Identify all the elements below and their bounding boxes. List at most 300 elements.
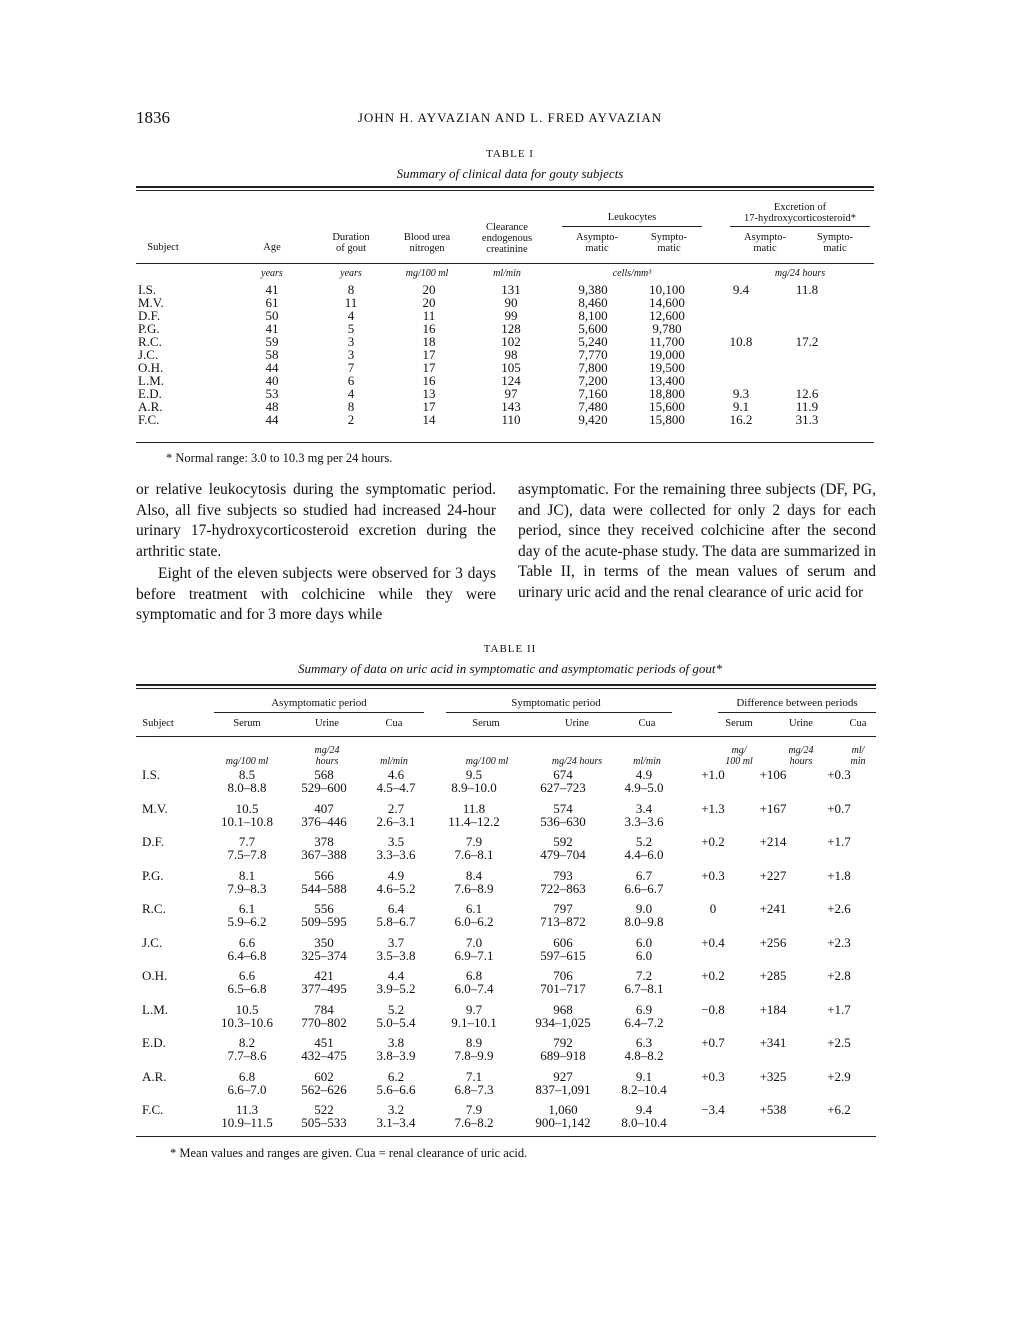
table1-cell-bun: 16 — [422, 373, 436, 388]
table2-cell-du: +241 — [759, 901, 787, 916]
table2-mean-au: 350 — [314, 934, 334, 950]
t1-col-leuk-asym: Asympto- matic — [576, 232, 618, 254]
table2-mean-as: 8.5 — [238, 767, 256, 782]
table2-range-au: 325–374 — [301, 947, 347, 963]
table2-cell-au — [284, 835, 364, 869]
table2-row — [142, 1103, 876, 1137]
table1-cell-s: I.S. — [138, 282, 157, 297]
t1-leuk-rule — [562, 226, 702, 227]
table2-cell-au — [284, 1103, 364, 1137]
table1-cell-la: 5,240 — [578, 334, 608, 349]
table2-cell-au — [284, 1070, 364, 1104]
table1-cell-ea — [704, 361, 778, 374]
t2-unit-asym-urine: mg/24 hours — [314, 745, 340, 767]
table2-range-as: 7.9–8.3 — [227, 880, 267, 896]
table2-cell-dc: +2.8 — [827, 968, 851, 983]
table2-cell-dc: +0.7 — [827, 800, 851, 816]
table2-row — [142, 936, 876, 970]
table2-cell-ds: 0 — [709, 901, 717, 916]
table2-cell-dc: +1.7 — [827, 1001, 851, 1017]
table1-cell-clr: 90 — [504, 295, 518, 310]
table2-mean-su: 606 — [553, 934, 573, 950]
table2-range-ac: 2.6–3.1 — [376, 813, 416, 829]
table2-cell-as — [210, 1070, 284, 1104]
table2-cell-ds: +1.0 — [701, 767, 725, 782]
t2-col-diff-serum: Serum — [725, 718, 753, 729]
table2-cell-subject: D.F. — [142, 834, 165, 849]
table2-cell-ds: +0.2 — [701, 834, 725, 849]
table2-cell-ds: +0.7 — [701, 1035, 725, 1050]
table1-cell-dur: 3 — [347, 347, 355, 362]
t2-unit-sym-urine: mg/24 hours — [551, 756, 603, 767]
table2-mean-sc: 6.7 — [635, 867, 653, 883]
table2-mean-ac: 6.2 — [387, 1068, 405, 1084]
table2-mean-ac: 3.5 — [387, 834, 405, 849]
table2-cell-as — [210, 835, 284, 869]
table1-cell-age: 44 — [265, 412, 279, 427]
table2-cell-au — [284, 969, 364, 1003]
table2-range-su: 597–615 — [540, 947, 586, 963]
table2-cell-ss — [428, 869, 520, 903]
table2-cell-subject: F.C. — [142, 1102, 164, 1117]
table2-cell-du: +341 — [759, 1035, 787, 1050]
table1-cell-la: 9,420 — [578, 412, 608, 427]
table1-row — [138, 309, 836, 322]
table1-cell-s: E.D. — [138, 386, 162, 401]
table2-cell-sc — [606, 1036, 682, 1070]
table2-cell-su — [520, 1036, 606, 1070]
table2-mean-ac: 3.8 — [387, 1035, 405, 1050]
running-head: JOHN H. AYVAZIAN AND L. FRED AYVAZIAN — [357, 110, 663, 125]
table2-cell-ss — [428, 1070, 520, 1104]
table2-mean-ac: 5.2 — [387, 1001, 405, 1017]
table2-cell-sc — [606, 1003, 682, 1037]
table2-label: TABLE II — [483, 643, 537, 655]
t1-col-bun: Blood urea nitrogen — [403, 232, 451, 254]
table2-cell-au — [284, 869, 364, 903]
table1-bottom-rule — [136, 442, 874, 443]
table2-range-su: 627–723 — [540, 780, 586, 795]
table2-cell-subject: P.G. — [142, 867, 164, 883]
table2-cell-subject: R.C. — [142, 901, 166, 916]
table2-range-su: 934–1,025 — [535, 1014, 591, 1030]
table1-cell-ls: 19,500 — [649, 360, 685, 375]
t2-col-asym-urine: Urine — [315, 718, 339, 729]
table1-cell-bun: 17 — [422, 360, 436, 375]
table2-cell-ss — [428, 1103, 520, 1137]
table2-cell-dc: +6.2 — [827, 1102, 851, 1117]
table2-cell-ac — [364, 768, 428, 802]
table2-range-sc: 8.2–10.4 — [621, 1081, 667, 1097]
table2-cell-as — [210, 869, 284, 903]
table2-cell-du: +184 — [759, 1001, 787, 1017]
table2-range-au: 376–446 — [301, 813, 347, 829]
table2-cell-ss — [428, 902, 520, 936]
table1-cell-la: 9,380 — [578, 282, 608, 297]
table2-cell-sc — [606, 969, 682, 1003]
table2-cell-ac — [364, 1036, 428, 1070]
table2-cell-du: +538 — [759, 1102, 787, 1117]
table1-cell-ls: 10,100 — [649, 282, 685, 297]
table2-mean-ss: 7.1 — [465, 1068, 483, 1084]
table2-mean-ac: 4.4 — [387, 968, 405, 983]
table2-mean-su: 1,060 — [548, 1102, 578, 1117]
table2-range-as: 7.7–8.6 — [227, 1048, 267, 1063]
table1-header-rule — [136, 263, 874, 264]
table2-cell-du: +106 — [759, 767, 787, 782]
table2-cell-subject: I.S. — [142, 767, 161, 782]
table2-range-sc: 6.6–6.7 — [624, 880, 664, 896]
table2-mean-as: 10.5 — [235, 800, 259, 816]
table2-mean-su: 927 — [553, 1068, 573, 1084]
table1-cell-ea — [704, 309, 778, 322]
table1-cell-age: 41 — [265, 282, 279, 297]
body-right-paragraph-1: asymptomatic. For the remaining three subjects (DF, PG, and JC), data were collected for only 2 days for each period, since they received colchicine after the second day of the acute-phase study. The data are summarized in Table II, in terms of the mean values of serum and urinary uric acid and the renal clearance of uric acid for — [518, 481, 876, 601]
table2-mean-sc: 6.3 — [635, 1035, 653, 1050]
t1-group-leukocytes: Leukocytes — [607, 212, 657, 223]
table2-range-ac: 3.8–3.9 — [376, 1048, 416, 1063]
t2-unit-asym-cua: ml/min — [380, 756, 408, 767]
table2-range-ss: 6.0–7.4 — [454, 981, 494, 996]
table2-cell-ss — [428, 835, 520, 869]
body-left-column — [136, 480, 496, 626]
table2-cell-sc — [606, 936, 682, 970]
t1-unit-leuk: cells/mm³ — [612, 268, 652, 279]
table2-cell-ss — [428, 1036, 520, 1070]
table2-cell-du: +256 — [759, 934, 787, 950]
t2-unit-asym-serum: mg/100 ml — [225, 756, 269, 767]
table2-cell-as — [210, 768, 284, 802]
table2-range-ss: 7.6–8.1 — [454, 847, 494, 862]
t2-col-sym-urine: Urine — [565, 718, 589, 729]
t2-unit-sym-serum: mg/100 ml — [465, 756, 509, 767]
table2-mean-as: 7.7 — [238, 834, 256, 849]
t1-col-clearance: Clearance endogenous creatinine — [481, 222, 533, 255]
table2-range-sc: 8.0–9.8 — [624, 914, 664, 929]
table2-mean-su: 706 — [553, 968, 573, 983]
t1-col-duration: Duration of gout — [332, 232, 370, 254]
table1-cell-ea — [704, 348, 778, 361]
table2-mean-au: 602 — [314, 1068, 334, 1084]
table2-range-sc: 4.9–5.0 — [624, 780, 664, 795]
table2-cell-ds: −0.8 — [701, 1001, 725, 1017]
t1-col-subject: Subject — [147, 242, 179, 253]
table1-cell-age: 58 — [265, 347, 279, 362]
table1-cell-ea: 9.1 — [732, 399, 750, 414]
table2-cell-ss — [428, 768, 520, 802]
table1-cell-bun: 20 — [422, 295, 436, 310]
table1-cell-dur: 7 — [347, 360, 355, 375]
table1-cell-clr: 102 — [501, 334, 521, 349]
table1-row — [138, 374, 836, 387]
table2-cell-ac — [364, 936, 428, 970]
table2-mean-ac: 6.4 — [387, 901, 405, 916]
table1-cell-bun: 13 — [422, 386, 436, 401]
table2-mean-ss: 9.7 — [465, 1001, 483, 1017]
table2-range-ac: 3.3–3.6 — [376, 847, 416, 862]
table2-row — [142, 1070, 876, 1104]
table2-cell-su — [520, 902, 606, 936]
table2-range-au: 377–495 — [301, 981, 347, 996]
table2-range-au: 770–802 — [301, 1014, 347, 1030]
table2-cell-dc: +2.5 — [827, 1035, 851, 1050]
table2-mean-au: 407 — [314, 800, 334, 816]
table1-top-rule-2 — [136, 190, 874, 191]
table2-range-sc: 3.3–3.6 — [624, 813, 664, 829]
table2-cell-subject: L.M. — [142, 1001, 168, 1017]
t2-group-sym: Symptomatic period — [511, 697, 601, 709]
table1-cell-s: O.H. — [138, 360, 164, 375]
table2-cell-as — [210, 969, 284, 1003]
table2-range-su: 536–630 — [540, 813, 586, 829]
table2-range-as: 5.9–6.2 — [227, 914, 267, 929]
table2-range-ss: 8.9–10.0 — [451, 780, 497, 795]
table2-cell-subject: O.H. — [142, 968, 168, 983]
table1-cell-clr: 143 — [501, 399, 521, 414]
table1-cell-age: 61 — [265, 295, 279, 310]
table1-cell-ea — [704, 296, 778, 309]
table1-cell-ea: 10.8 — [729, 334, 753, 349]
table2-range-sc: 4.4–6.0 — [624, 847, 664, 862]
table2-cell-su — [520, 835, 606, 869]
table2-cell-ds: +0.3 — [701, 1068, 725, 1084]
table1-cell-dur: 11 — [344, 295, 358, 310]
t1-col-excr-asym: Asympto- matic — [744, 232, 786, 254]
body-left-paragraph-1: or relative leukocytosis during the symptomatic period. Also, all five subjects so studied had increased 24-hour urinary 17-hydroxycorticosteroid excretion during the arthritic state. — [136, 481, 496, 560]
table2-cell-sc — [606, 902, 682, 936]
table2-range-ss: 6.9–7.1 — [454, 947, 494, 963]
t2-unit-diff-cua: ml/ min — [850, 745, 866, 767]
table1-cell-ea: 9.3 — [732, 386, 750, 401]
body-left-paragraph-2: Eight of the eleven subjects were observed for 3 days before treatment with colchicine while they were symptomatic and for 3 more days while — [136, 565, 496, 623]
table2-range-au: 367–388 — [301, 847, 347, 862]
table2-mean-sc: 9.4 — [635, 1102, 653, 1117]
table1-cell-ls: 14,600 — [649, 295, 685, 310]
table2-mean-au: 378 — [314, 834, 334, 849]
table2-cell-sc — [606, 869, 682, 903]
t2-sym-rule — [446, 712, 672, 713]
table2-mean-su: 574 — [553, 800, 573, 816]
table2-row — [142, 802, 876, 836]
table1-cell-clr: 124 — [501, 373, 521, 388]
table1-cell-clr: 131 — [501, 282, 521, 297]
table2-cell-ss — [428, 969, 520, 1003]
table2-mean-su: 968 — [553, 1001, 573, 1017]
t2-col-sym-serum: Serum — [472, 718, 500, 729]
t1-unit-duration: years — [340, 268, 362, 279]
table1-cell-dur: 3 — [347, 334, 355, 349]
table2-mean-ss: 8.9 — [465, 1035, 483, 1050]
table1-cell-s: P.G. — [138, 321, 160, 336]
table2-range-au: 544–588 — [301, 880, 347, 896]
table1-cell-age: 50 — [265, 308, 279, 323]
table2-mean-as: 11.3 — [235, 1102, 259, 1117]
t2-group-asym: Asymptomatic period — [271, 697, 367, 709]
table1-cell-ls: 9,780 — [652, 321, 682, 336]
table2-row — [142, 969, 876, 1003]
table1-cell-clr: 97 — [504, 386, 518, 401]
table1-cell-la: 8,100 — [578, 308, 608, 323]
table2-range-ac: 5.0–5.4 — [376, 1014, 416, 1030]
table1-cell-ls: 11,700 — [649, 334, 685, 349]
table2-cell-su — [520, 1103, 606, 1137]
table1-cell-s: R.C. — [138, 334, 162, 349]
table1-cell-dur: 2 — [347, 412, 355, 427]
table2-cell-as — [210, 936, 284, 970]
table1-cell-age: 53 — [265, 386, 279, 401]
table1-cell-es — [778, 296, 836, 309]
table2-range-ac: 3.9–5.2 — [376, 981, 416, 996]
table1-cell-ls: 12,600 — [649, 308, 685, 323]
table2-range-as: 7.5–7.8 — [227, 847, 267, 862]
table1-cell-clr: 128 — [501, 321, 521, 336]
table1-cell-es: 31.3 — [795, 412, 819, 427]
table2-top-rule — [136, 684, 876, 686]
table1-cell-es — [778, 361, 836, 374]
table1-cell-dur: 8 — [347, 399, 355, 414]
table1-cell-clr: 98 — [504, 347, 518, 362]
table2-mean-sc: 9.1 — [635, 1068, 653, 1084]
table2-range-su: 900–1,142 — [535, 1115, 591, 1130]
table2-cell-dc: +2.9 — [827, 1068, 851, 1084]
table2-cell-ss — [428, 1003, 520, 1037]
table2-mean-as: 6.8 — [238, 1068, 256, 1084]
table2-mean-su: 793 — [553, 867, 573, 883]
table1-cell-la: 7,800 — [578, 360, 608, 375]
table2-range-ss: 7.6–8.2 — [454, 1115, 494, 1130]
table2-mean-su: 792 — [553, 1035, 573, 1050]
table1-cell-ls: 19,000 — [649, 347, 685, 362]
table2-range-ss: 7.8–9.9 — [454, 1048, 494, 1063]
table1-cell-es: 11.9 — [795, 399, 819, 414]
t1-col-age: Age — [263, 242, 281, 253]
table2-mean-au: 568 — [314, 767, 334, 782]
table2-cell-su — [520, 1070, 606, 1104]
table2-range-au: 529–600 — [301, 780, 347, 795]
table1-cell-clr: 110 — [501, 412, 521, 427]
t1-group-excretion: Excretion of 17-hydroxycorticosteroid* — [744, 202, 856, 224]
table1-row — [138, 335, 836, 348]
table2-cell-ac — [364, 869, 428, 903]
body-right-column — [518, 480, 876, 603]
t1-excr-rule — [730, 226, 870, 227]
table2-mean-sc: 6.0 — [635, 934, 653, 950]
table2-range-as: 6.5–6.8 — [227, 981, 267, 996]
table2-range-ac: 4.5–4.7 — [376, 780, 416, 795]
table2-range-au: 562–626 — [301, 1081, 347, 1097]
table2-cell-sc — [606, 802, 682, 836]
table2-range-ss: 9.1–10.1 — [451, 1014, 497, 1030]
table2-mean-as: 10.5 — [235, 1001, 259, 1017]
table2-mean-as: 6.6 — [238, 934, 256, 950]
table2-mean-sc: 7.2 — [635, 968, 653, 983]
table2-mean-su: 674 — [553, 767, 573, 782]
table1-cell-es: 12.6 — [795, 386, 819, 401]
table1-cell-age: 40 — [265, 373, 279, 388]
table2-range-su: 837–1,091 — [535, 1081, 591, 1097]
table2-range-sc: 4.8–8.2 — [624, 1048, 664, 1063]
table2-cell-sc — [606, 1070, 682, 1104]
table2-top-rule-2 — [136, 688, 876, 689]
table2-cell-ds: +0.2 — [701, 968, 725, 983]
table2-range-ac: 4.6–5.2 — [376, 880, 416, 896]
table2-mean-su: 592 — [553, 834, 573, 849]
table2-cell-du: +214 — [759, 834, 787, 849]
table2-cell-su — [520, 768, 606, 802]
table2-mean-ss: 7.9 — [465, 834, 483, 849]
table2-range-as: 10.9–11.5 — [221, 1115, 273, 1130]
table2-mean-au: 522 — [314, 1102, 334, 1117]
table2-cell-as — [210, 902, 284, 936]
table1-cell-s: D.F. — [138, 308, 161, 323]
table2-row — [142, 869, 876, 903]
table2-cell-ds: +0.4 — [701, 934, 725, 950]
table2-cell-su — [520, 969, 606, 1003]
table2-cell-sc — [606, 768, 682, 802]
table2-cell-as — [210, 1103, 284, 1137]
table1-cell-ls: 18,800 — [649, 386, 685, 401]
table2-range-ac: 5.6–6.6 — [376, 1081, 416, 1097]
table1-row — [138, 283, 836, 296]
table2-range-ss: 7.6–8.9 — [454, 880, 494, 896]
table1-cell-es: 11.8 — [795, 282, 819, 297]
table2-cell-su — [520, 802, 606, 836]
table1-cell-dur: 4 — [347, 386, 355, 401]
table2-cell-subject: A.R. — [142, 1068, 167, 1084]
table2-cell-au — [284, 936, 364, 970]
table1-cell-dur: 4 — [347, 308, 355, 323]
table2-range-sc: 6.7–8.1 — [624, 981, 664, 996]
table1-row — [138, 361, 836, 374]
table2-mean-au: 556 — [314, 901, 334, 916]
table2-range-ac: 3.1–3.4 — [376, 1115, 416, 1130]
table2-cell-sc — [606, 1103, 682, 1137]
table1-cell-s: L.M. — [138, 373, 164, 388]
table2-footnote: * Mean values and ranges are given. Cua = renal clearance of uric acid. — [170, 1146, 528, 1160]
table1-cell-la: 7,160 — [578, 386, 608, 401]
table1-cell-age: 41 — [265, 321, 279, 336]
table2-cell-au — [284, 902, 364, 936]
table1-cell-bun: 11 — [422, 308, 436, 323]
table2-cell-subject: M.V. — [142, 800, 168, 816]
table2-cell-subject: E.D. — [142, 1035, 166, 1050]
table1-cell-bun: 18 — [422, 334, 436, 349]
table2-range-au: 432–475 — [301, 1048, 347, 1063]
table1-cell-age: 59 — [265, 334, 279, 349]
table2-range-su: 701–717 — [540, 981, 586, 996]
page-number: 1836 — [136, 108, 170, 127]
table1-cell-bun: 14 — [422, 412, 436, 427]
table2-range-ac: 3.5–3.8 — [376, 947, 416, 963]
table1-row — [138, 296, 836, 309]
table2-cell-ac — [364, 969, 428, 1003]
table2-range-as: 6.4–6.8 — [227, 947, 267, 963]
table2-row — [142, 768, 876, 802]
table1-cell-la: 8,460 — [578, 295, 608, 310]
table2-body — [142, 768, 876, 1137]
table2-range-ss: 11.4–12.2 — [448, 813, 500, 829]
table1-cell-ls: 13,400 — [649, 373, 685, 388]
table2-cell-au — [284, 1036, 364, 1070]
table1-caption: Summary of clinical data for gouty subjects — [396, 166, 624, 181]
table2-cell-ac — [364, 835, 428, 869]
table2-cell-as — [210, 1003, 284, 1037]
t2-unit-diff-serum: mg/ 100 ml — [725, 745, 753, 767]
table2-cell-au — [284, 1003, 364, 1037]
table1-cell-dur: 5 — [347, 321, 355, 336]
table2-mean-as: 6.1 — [238, 901, 256, 916]
table2-cell-ds: +0.3 — [701, 867, 725, 883]
